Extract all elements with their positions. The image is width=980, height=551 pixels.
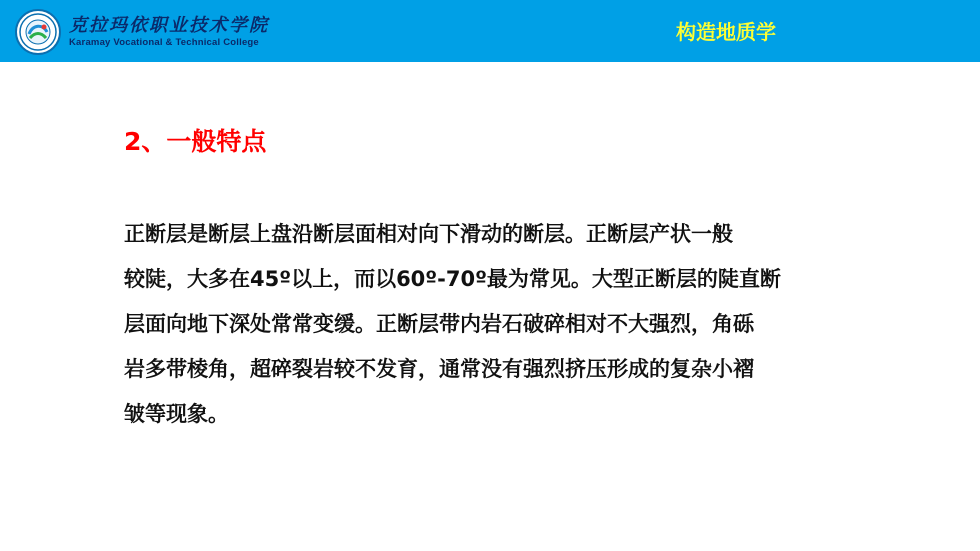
paragraph-line: 较陡，大多在45º以上，而以60º-70º最为常见。大型正断层的陡直断 (124, 267, 781, 291)
college-name-en: Karamay Vocational & Technical College (69, 37, 259, 48)
course-title: 构造地质学 (676, 20, 776, 44)
paragraph-line: 正断层是断层上盘沿断层面相对向下滑动的断层。正断层产状一般 (124, 222, 733, 246)
body-paragraph (124, 212, 869, 437)
college-name-cn: 克拉玛依职业技术学院 (69, 15, 269, 36)
section-title: 2、一般特点 (124, 127, 267, 156)
college-logo (15, 6, 315, 58)
paragraph-line: 岩多带棱角，超碎裂岩较不发育，通常没有强烈挤压形成的复杂小褶 (124, 357, 754, 381)
paragraph-line: 皱等现象。 (124, 402, 229, 426)
paragraph-line: 层面向地下深处常常变缓。正断层带内岩石破碎相对不大强烈，角砾 (124, 312, 754, 336)
college-emblem-icon (15, 9, 61, 55)
header-bar (0, 0, 980, 62)
